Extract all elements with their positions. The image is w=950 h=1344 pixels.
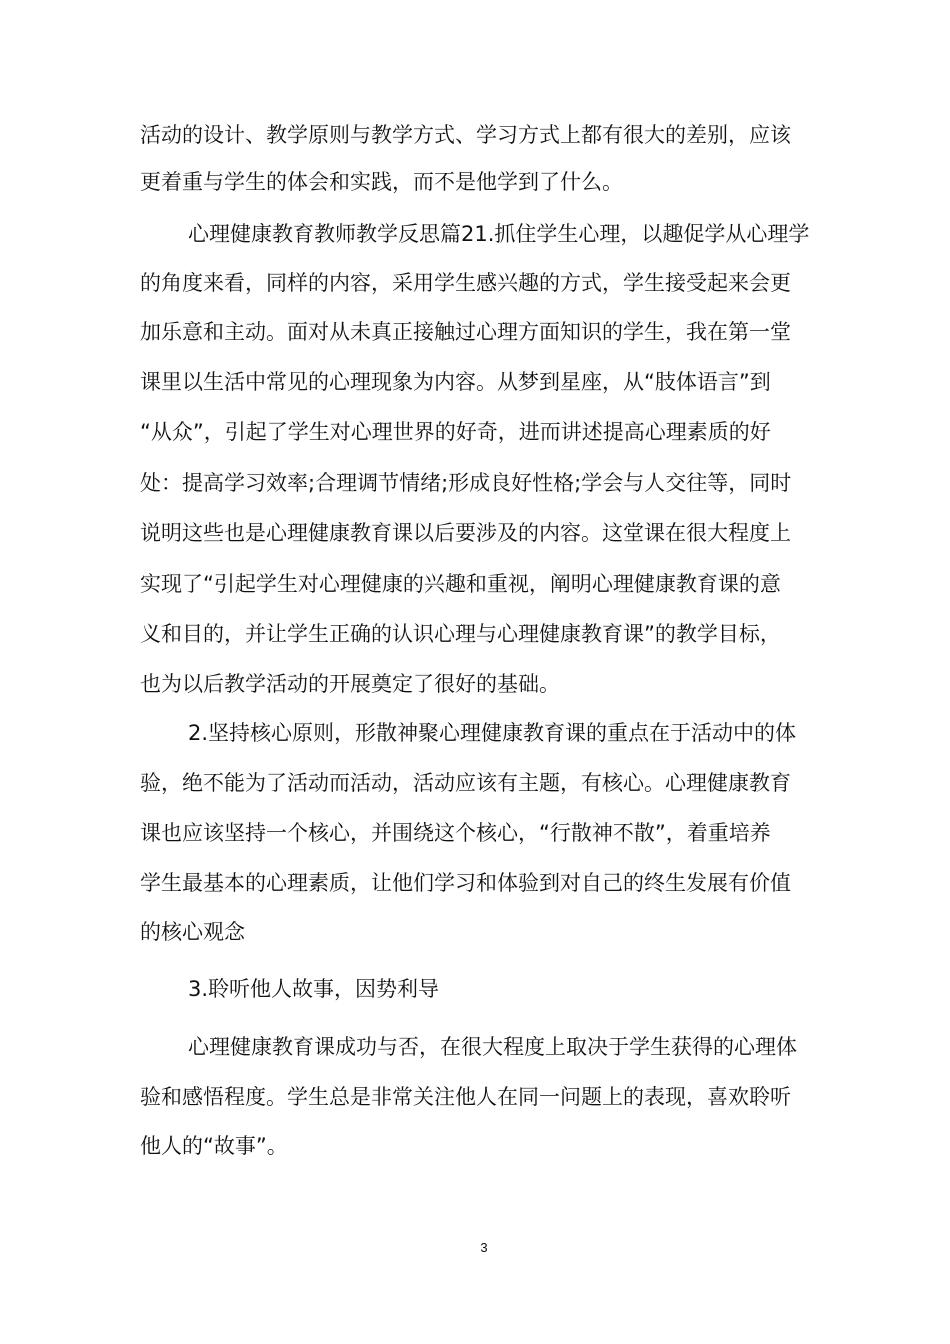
paragraph-line: 心理健康教育课成功与否，在很大程度上取决于学生获得的心理体 xyxy=(188,1035,797,1059)
page-number xyxy=(0,1240,950,1256)
paragraph-line: 心理健康教育教师教学反思篇21.抓住学生心理，以趣促学从心理学 xyxy=(188,222,810,246)
paragraph-line: 实现了“引起学生对心理健康的兴趣和重视，阐明心理健康教育课的意 xyxy=(140,572,781,596)
section-heading: 3.聆听他人故事，因势利导 xyxy=(188,977,440,1001)
paragraph-line: “从众”，引起了学生对心理世界的好奇，进而讲述提高心理素质的好 xyxy=(140,420,771,444)
paragraph-line: 学生最基本的心理素质，让他们学习和体验到对自己的终生发展有价值 xyxy=(140,871,791,895)
paragraph-line: 加乐意和主动。面对从未真正接触过心理方面知识的学生，我在第一堂 xyxy=(140,320,791,344)
page-number-text: 3 xyxy=(480,1240,488,1255)
paragraph-line: 义和目的，并让学生正确的认识心理与心理健康教育课”的教学目标， xyxy=(140,622,781,646)
paragraph-line: 验，绝不能为了活动而活动，活动应该有主题，有核心。心理健康教育 xyxy=(140,771,791,795)
paragraph-line: 验和感悟程度。学生总是非常关注他人在同一问题上的表现，喜欢聆听 xyxy=(140,1085,791,1109)
paragraph-line: 课也应该坚持一个核心，并围绕这个核心，“行散神不散”，着重培养 xyxy=(140,821,771,845)
paragraph-line: 处：提高学习效率;合理调节情绪;形成良好性格;学会与人交往等，同时 xyxy=(140,471,792,495)
paragraph-line: 2.坚持核心原则，形散神聚心理健康教育课的重点在于活动中的体 xyxy=(188,721,797,745)
paragraph-line: 更着重与学生的体会和实践，而不是他学到了什么。 xyxy=(140,170,623,194)
paragraph-line: 的角度来看，同样的内容，采用学生感兴趣的方式，学生接受起来会更 xyxy=(140,271,791,295)
paragraph-line: 活动的设计、教学原则与教学方式、学习方式上都有很大的差别，应该 xyxy=(140,123,791,147)
paragraph-line: 课里以生活中常见的心理现象为内容。从梦到星座，从“肢体语言”到 xyxy=(140,370,771,394)
paragraph-line: 说明这些也是心理健康教育课以后要涉及的内容。这堂课在很大程度上 xyxy=(140,521,791,545)
paragraph-line: 的核心观念 xyxy=(140,920,245,944)
paragraph-line: 也为以后教学活动的开展奠定了很好的基础。 xyxy=(140,672,560,696)
paragraph-line: 他人的“故事”。 xyxy=(140,1134,288,1158)
